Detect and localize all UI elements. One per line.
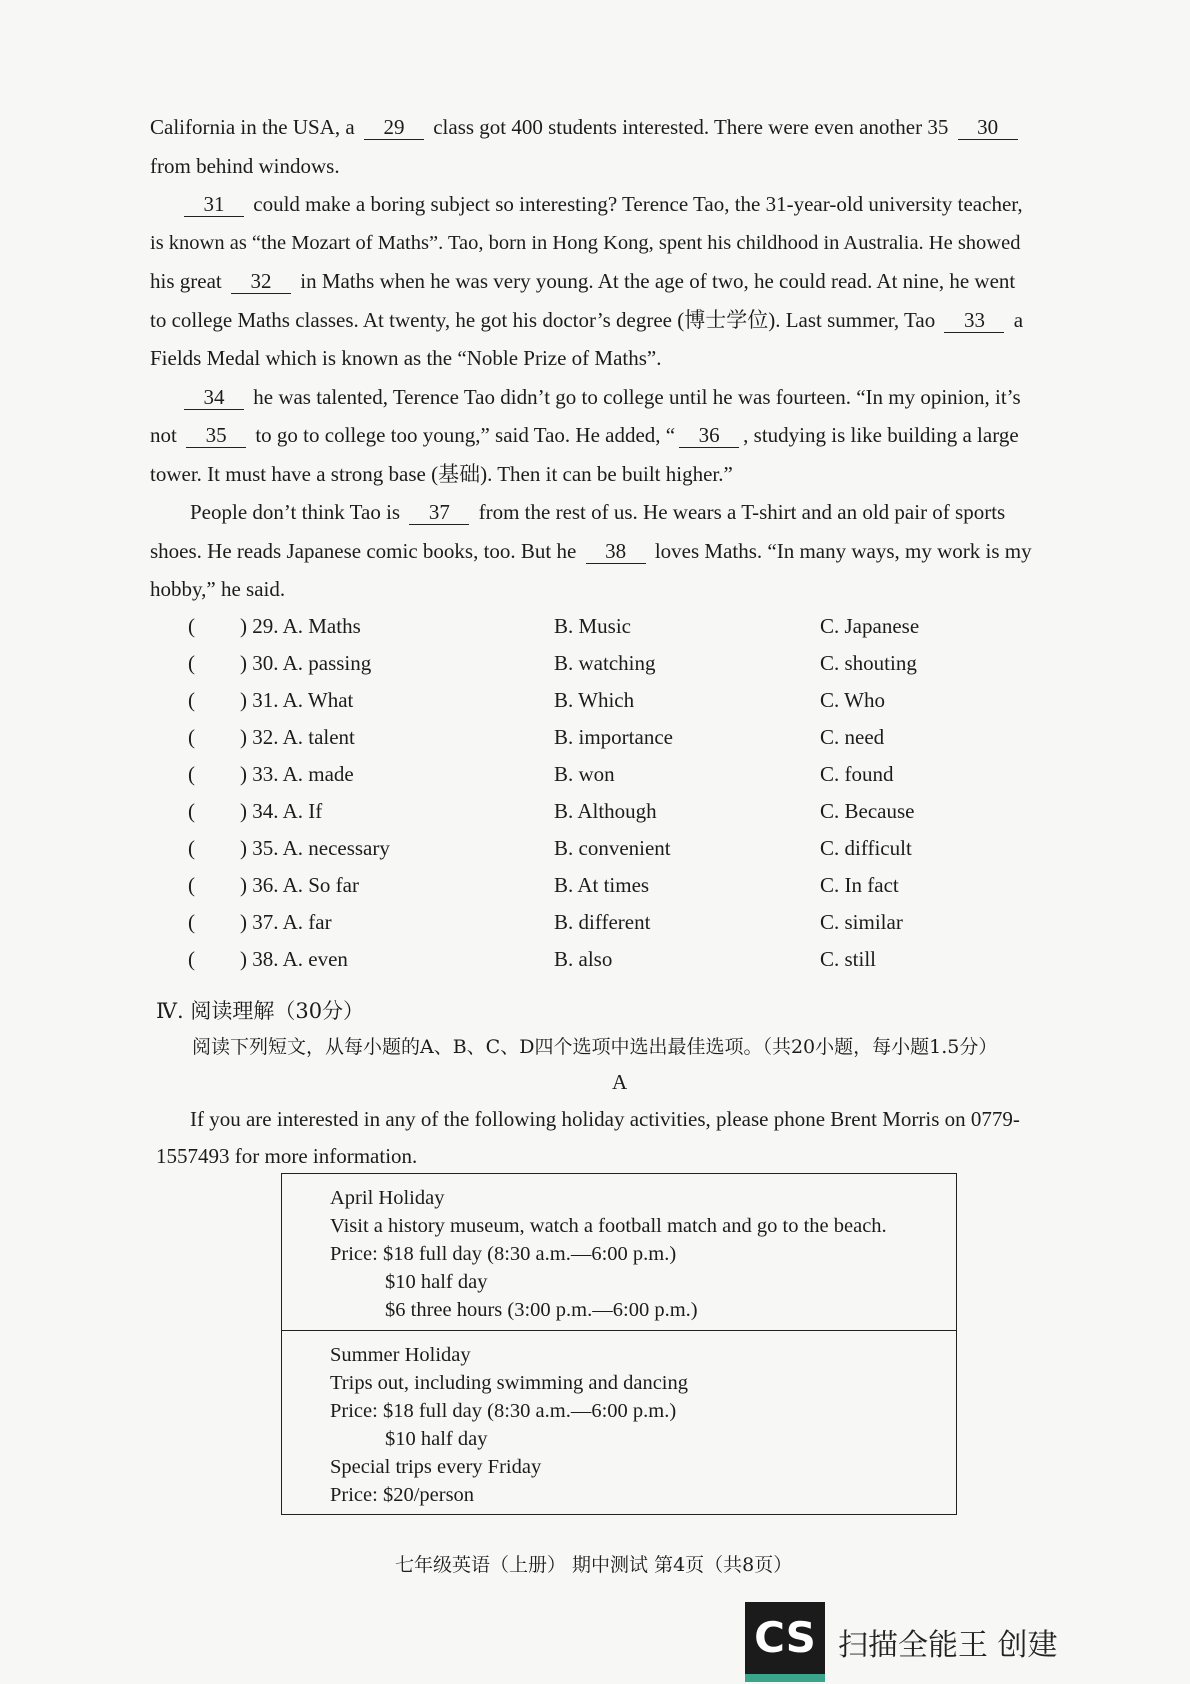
option-row [188,910,1088,947]
option-b: B. Music [554,614,632,638]
passage-line: to college Maths classes. At twenty, he got his doctor’s degree (博士学位). Last summer, Tao 33 a [150,307,1024,332]
answer-paren[interactable]: ( [188,688,195,712]
option-b: B. convenient [554,836,671,860]
option-b: B. Which [554,688,635,712]
passage-line: California in the USA, a 29 class got 400 students interested. There were even another 35 30 [150,108,1100,147]
summer-price-half: $10 half day [385,1428,488,1450]
option-row [188,762,1088,799]
answer-paren[interactable]: ( [188,947,195,971]
option-a: ) 32. A. talent [240,725,355,749]
reading-intro [156,1101,1086,1175]
option-row [188,836,1088,873]
answer-paren[interactable]: ( [188,614,195,638]
option-b: B. importance [554,725,673,749]
option-b: B. also [554,947,613,971]
passage-line: not 35 to go to college too young,” said Tao. He added, “ 36 , studying is like building a large [150,423,1019,447]
intro-line: 1557493 for more information. [156,1144,418,1168]
intro-line: If you are interested in any of the following holiday activities, please phone Brent Morris on 0779- [190,1107,1020,1131]
blank-37: 37 [409,500,469,525]
blank-36: 36 [679,423,739,448]
answer-paren[interactable]: ( [188,762,195,786]
passage-line: Fields Medal which is known as the “Noble Prize of Maths”. [150,346,662,370]
april-holiday-cell [282,1174,956,1331]
option-b: B. different [554,910,651,934]
answer-paren[interactable]: ( [188,873,195,897]
april-price-full: Price: $18 full day (8:30 a.m.—6:00 p.m.) [330,1243,677,1265]
summer-desc: Trips out, including swimming and dancing [330,1372,688,1394]
blank-33: 33 [944,308,1004,333]
option-row [188,725,1088,762]
section-title: Ⅳ. 阅读理解（30分） [156,999,365,1023]
option-a: ) 33. A. made [240,762,354,786]
option-a: ) 34. A. If [240,799,323,823]
blank-31: 31 [184,192,244,217]
blank-38: 38 [586,539,646,564]
april-price-half: $10 half day [385,1271,488,1293]
passage-line: tower. It must have a strong base (基础). Then it can be built higher.” [150,461,733,486]
option-a: ) 36. A. So far [240,873,359,897]
option-c: C. shouting [820,651,917,675]
option-b: B. won [554,762,615,786]
option-c: C. still [820,947,877,971]
passage-line: 31 could make a boring subject so interesting? Terence Tao, the 31-year-old university teacher, [150,185,1100,224]
passage-line: from behind windows. [150,153,340,178]
option-a: ) 31. A. What [240,688,354,712]
passage-line: his great 32 in Maths when he was very young. At the age of two, he could read. At nine, he went [150,269,1016,293]
option-b: B. At times [554,873,650,897]
summer-holiday-cell [282,1331,956,1514]
option-c: C. In fact [820,873,899,897]
option-a: ) 37. A. far [240,910,332,934]
summer-price-full: Price: $18 full day (8:30 a.m.—6:00 p.m.) [330,1400,677,1422]
blank-34: 34 [184,385,244,410]
logo-bar [745,1674,825,1682]
option-b: B. Although [554,799,657,823]
summer-title: Summer Holiday [330,1344,471,1366]
blank-29: 29 [364,115,424,140]
page-footer: 七年级英语（上册） 期中测试 第4页（共8页） [395,1554,793,1576]
option-c: C. Because [820,799,915,823]
camscanner-logo [745,1602,825,1682]
option-row [188,947,1088,984]
passage-line: hobby,” he said. [150,577,286,601]
option-row [188,688,1088,725]
answer-paren[interactable]: ( [188,725,195,749]
blank-30: 30 [958,115,1018,140]
passage-line: is known as “the Mozart of Maths”. Tao, born in Hong Kong, spent his childhood in Australia. He showed [150,231,1021,254]
option-a: ) 30. A. passing [240,651,372,675]
april-desc: Visit a history museum, watch a football match and go to the beach. [330,1215,887,1237]
answer-paren[interactable]: ( [188,910,195,934]
option-c: C. Who [820,688,885,712]
option-row [188,799,1088,836]
option-c: C. need [820,725,885,749]
option-c: C. difficult [820,836,912,860]
camscanner-watermark-text: 扫描全能王 创建 [838,1628,1058,1663]
option-c: C. Japanese [820,614,920,638]
option-a: ) 35. A. necessary [240,836,390,860]
blank-35: 35 [186,423,246,448]
section-instruction: 阅读下列短文，从每小题的A、B、C、D四个选项中选出最佳选项。（共20小题，每小题1.5分） [192,1036,998,1058]
option-b: B. watching [554,651,656,675]
passage-line: People don’t think Tao is 37 from the rest of us. He wears a T-shirt and an old pair of sports [190,500,1006,524]
passage-line: shoes. He reads Japanese comic books, too. But he 38 loves Maths. “In many ways, my work is my [150,538,1032,563]
option-c: C. found [820,762,894,786]
camscanner-logo-text: CS [754,1613,816,1662]
blank-32: 32 [231,269,291,294]
option-c: C. similar [820,910,903,934]
holiday-table [281,1173,957,1515]
option-row [188,651,1088,688]
option-a: ) 29. A. Maths [240,614,361,638]
passage-line: 34 he was talented, Terence Tao didn’t go to college until he was fourteen. “In my opinion, it’s [150,378,1100,417]
summer-special-price: Price: $20/person [330,1484,475,1506]
april-title: April Holiday [330,1187,445,1209]
answer-paren[interactable]: ( [188,651,195,675]
cloze-passage [150,108,1100,609]
summer-special: Special trips every Friday [330,1456,542,1478]
option-row [188,873,1088,910]
answer-paren[interactable]: ( [188,799,195,823]
april-price-three: $6 three hours (3:00 p.m.—6:00 p.m.) [385,1299,698,1321]
option-row [188,614,1088,651]
option-a: ) 38. A. even [240,947,348,971]
answer-paren[interactable]: ( [188,836,195,860]
passage-letter: A [612,1070,628,1094]
